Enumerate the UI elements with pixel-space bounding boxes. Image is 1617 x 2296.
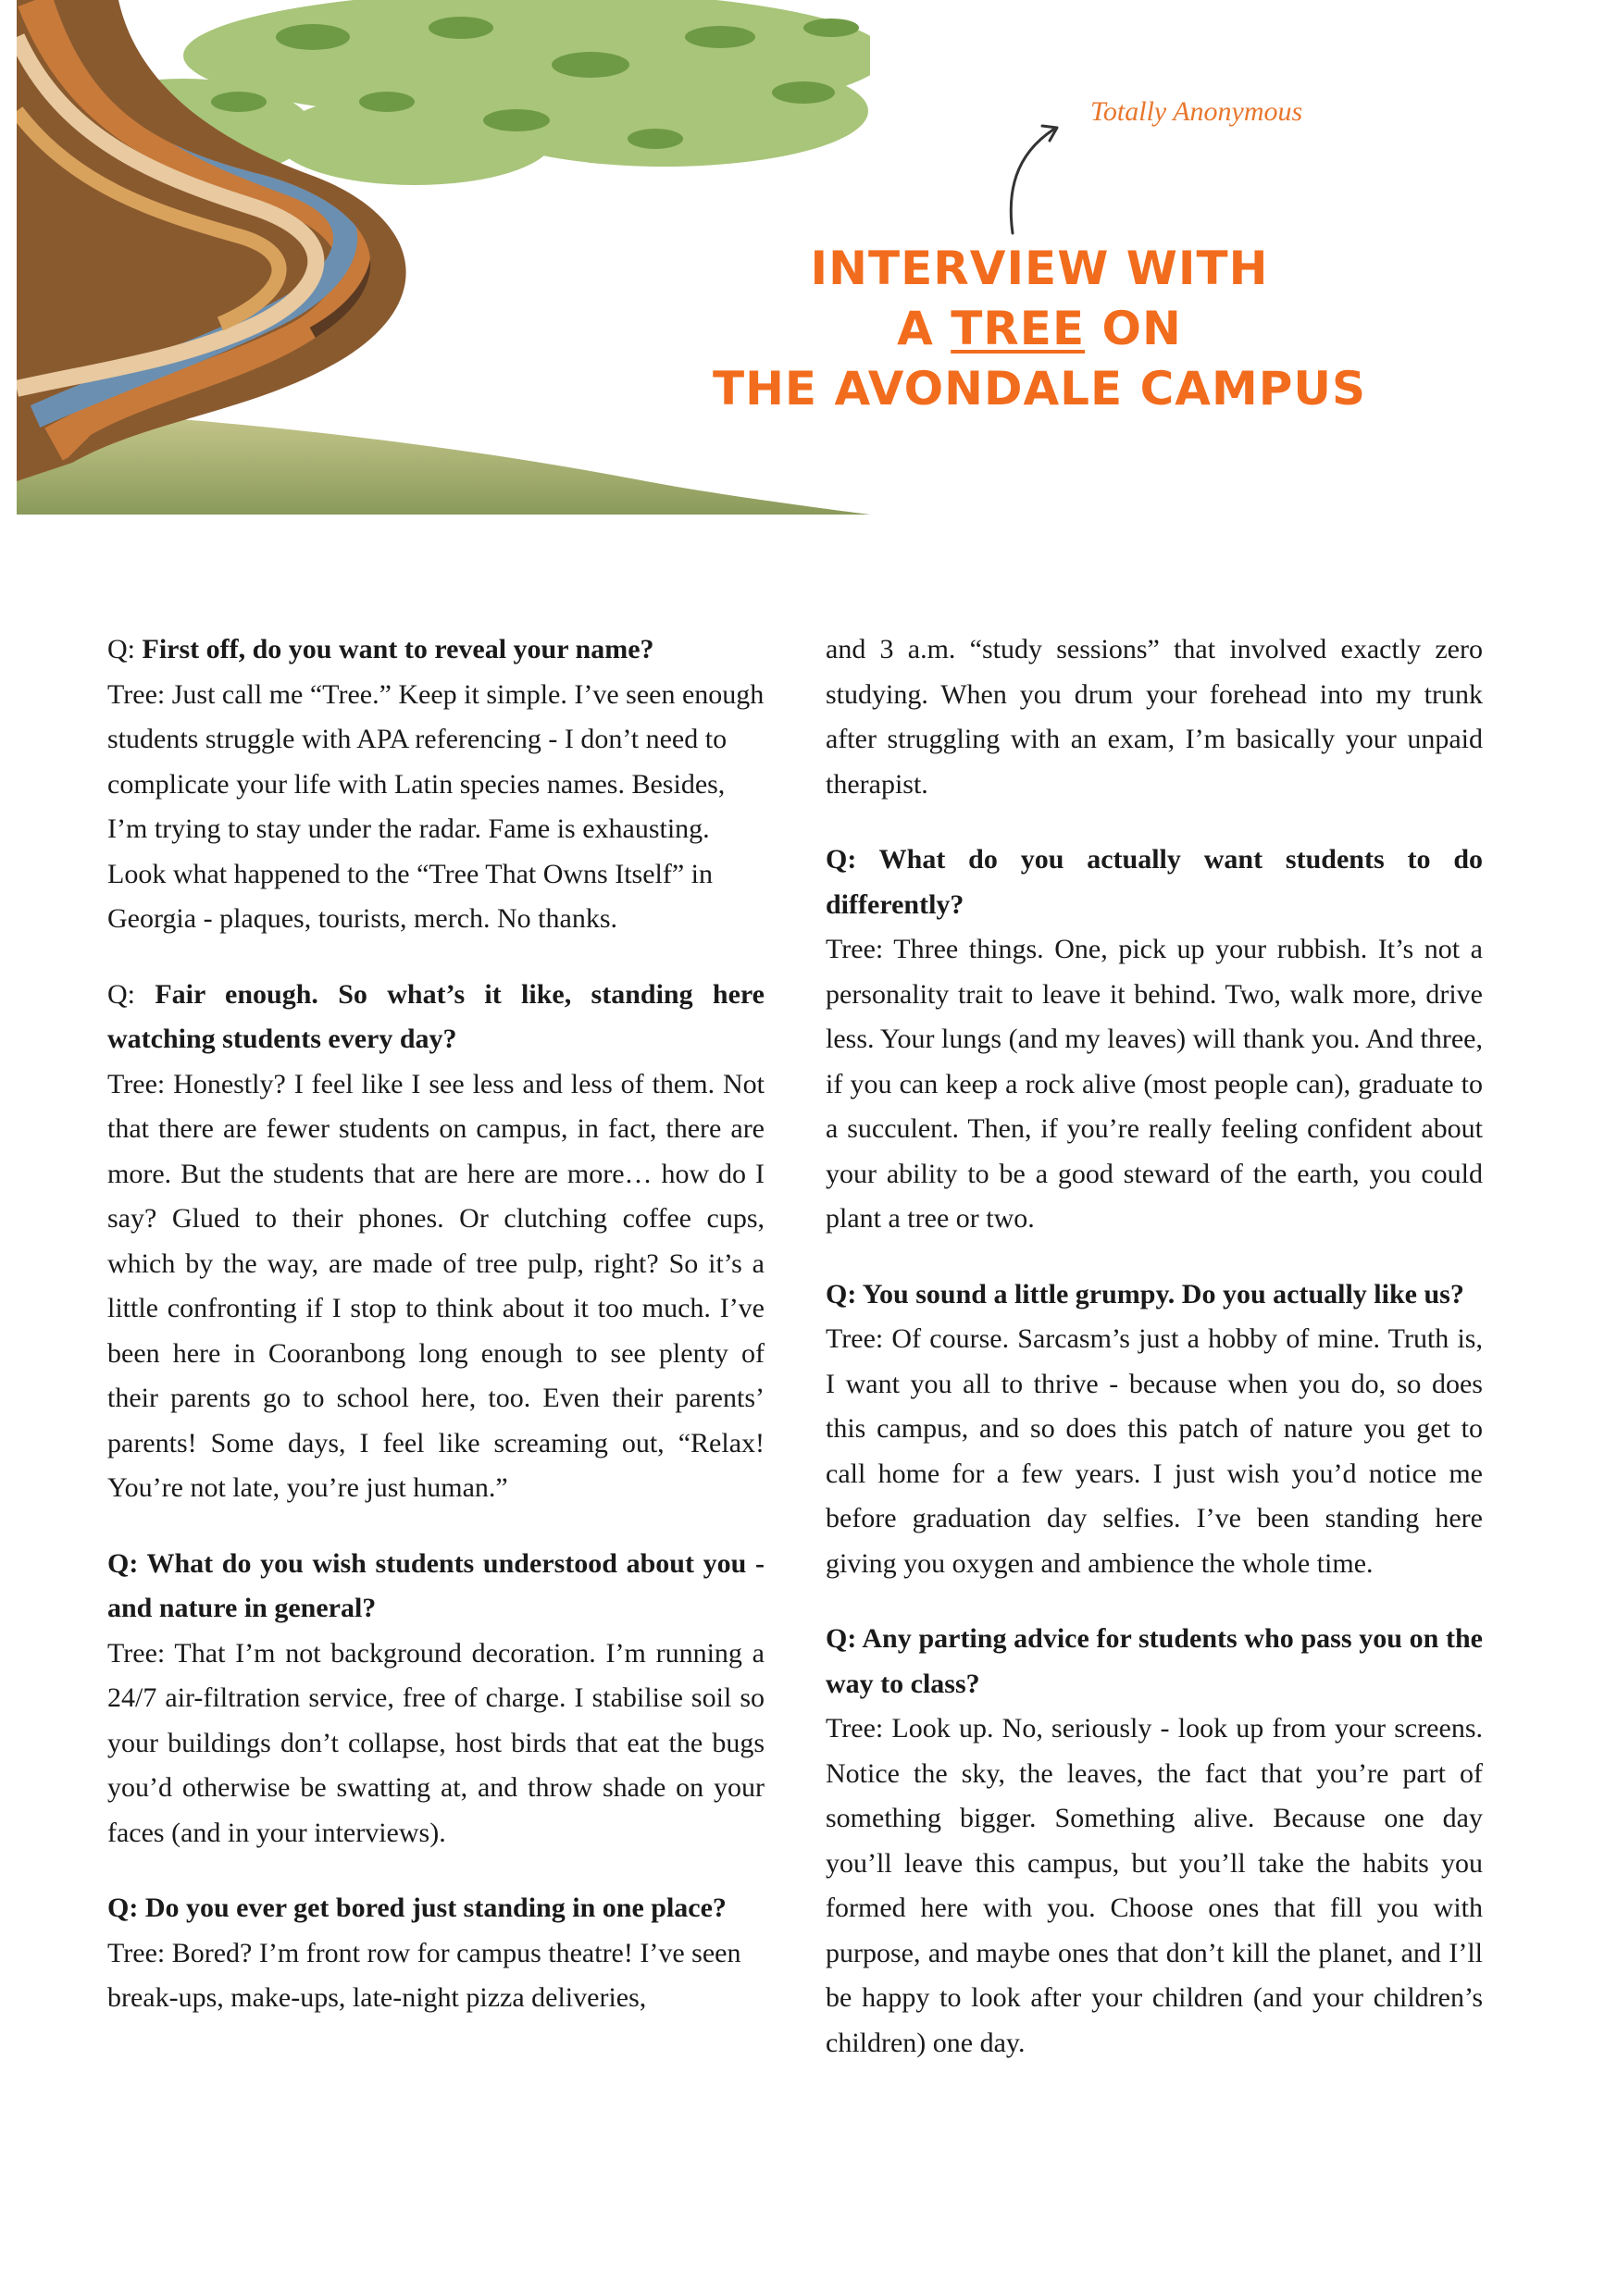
- qa-block: [826, 627, 1483, 807]
- qa-block: [107, 1542, 765, 1856]
- question-prefix: Q:: [107, 634, 143, 664]
- title-line-1: INTERVIEW WITH: [810, 242, 1269, 295]
- answer: Tree: Three things. One, pick up your rubbish. It’s not a personality trait to leave it behind. Two, walk more, drive less. Your lungs (and my leaves) will thank you. And three, if you can keep a rock alive (most people can), graduate to a succulent. Then, if you’re really feeling confident about your ability to be a good steward of the earth, you could plant a tree or two.: [826, 934, 1483, 1234]
- question: Q: You sound a little grumpy. Do you actually like us?: [826, 1278, 1464, 1309]
- qa-block: [826, 1617, 1483, 2066]
- question: Q: Any parting advice for students who pass you on the way to class?: [826, 1623, 1483, 1699]
- answer-continued: and 3 a.m. “study sessions” that involved exactly zero studying. When you drum your forehead into my trunk after struggling with an exam, I’m basically your unpaid therapist.: [826, 634, 1483, 800]
- answer: Tree: That I’m not background decoration. I’m running a 24/7 air-filtration service, free of charge. I stabilise soil so your buildings don’t collapse, host birds that eat the bugs you’d otherwise be swatting at, and throw shade on your faces (and in your interviews).: [107, 1637, 765, 1848]
- answer: Tree: Honestly? I feel like I see less and less of them. Not that there are fewer students on campus, in fact, there are more. But the students that are here are more… how do I say? Glued to their phones. Or clutching coffee cups, which by the way, are made of tree pulp, right? So it’s a little confronting if I stop to think about it too much. I’ve been here in Cooranbong long enough to see plenty of their parents go to school here, too. Even their parents’ parents! Some days, I feel like screaming out, “Relax! You’re not late, you’re just human.”: [107, 1068, 765, 1503]
- question: Q: What do you wish students understood about you - and nature in general?: [107, 1547, 765, 1623]
- curved-arrow-icon: [1001, 118, 1076, 239]
- qa-block: [826, 838, 1483, 1242]
- title-emphasis-word: TREE: [951, 302, 1086, 355]
- question: [107, 627, 765, 673]
- right-column: [826, 627, 1483, 2096]
- answer: Tree: Just call me “Tree.” Keep it simple. I’ve seen enough students struggle with APA referencing - I don’t need to complicate your life with Latin species names. Besides, I’m trying to stay under the radar. Fame is exhausting. Look what happened to the “Tree That Owns Itself” in Georgia - plaques, tourists, merch. No thanks.: [107, 678, 765, 934]
- byline: Totally Anonymous: [1090, 96, 1303, 127]
- question-text: First off, do you want to reveal your name?: [142, 634, 654, 664]
- answer: Tree: Look up. No, seriously - look up from your screens. Notice the sky, the leaves, the fact that you’re part of something bigger. Something alive. Because one day you’ll leave this campus, but you’ll take the habits you formed here with you. Choose ones that fill you with purpose, and maybe ones that don’t kill the planet, and I’ll be happy to look after your children (and your children’s children) one day.: [826, 1713, 1483, 2058]
- question: Q: Do you ever get bored just standing in one place?: [107, 1893, 727, 1923]
- title-line-2-pre: A: [897, 302, 952, 355]
- qa-block: [107, 973, 765, 1511]
- title-line-2: [592, 299, 1486, 359]
- answer: Tree: Of course. Sarcasm’s just a hobby of mine. Truth is, I want you all to thrive - because when you do, so does this campus, and so does this patch of nature you get to call home for a few years. I just wish you’d notice me before graduation day selfies. I’ve been standing here giving you oxygen and ambience the whole time.: [826, 1323, 1483, 1579]
- left-column: [107, 627, 765, 2052]
- qa-block: [107, 1886, 765, 2021]
- page-title: [592, 239, 1486, 419]
- qa-block: [107, 627, 765, 942]
- question-prefix: Q:: [107, 978, 155, 1010]
- question-text: Fair enough. So what’s it like, standing here watching students every day?: [107, 978, 765, 1054]
- answer: Tree: Bored? I’m front row for campus theatre! I’ve seen break-ups, make-ups, late-night pizza deliveries,: [107, 1937, 741, 2013]
- title-line-2-post: ON: [1085, 302, 1182, 355]
- question: Q: What do you actually want students to do differently?: [826, 844, 1483, 920]
- qa-block: [826, 1272, 1483, 1587]
- question: [107, 973, 765, 1062]
- title-line-3: THE AVONDALE CAMPUS: [712, 362, 1366, 416]
